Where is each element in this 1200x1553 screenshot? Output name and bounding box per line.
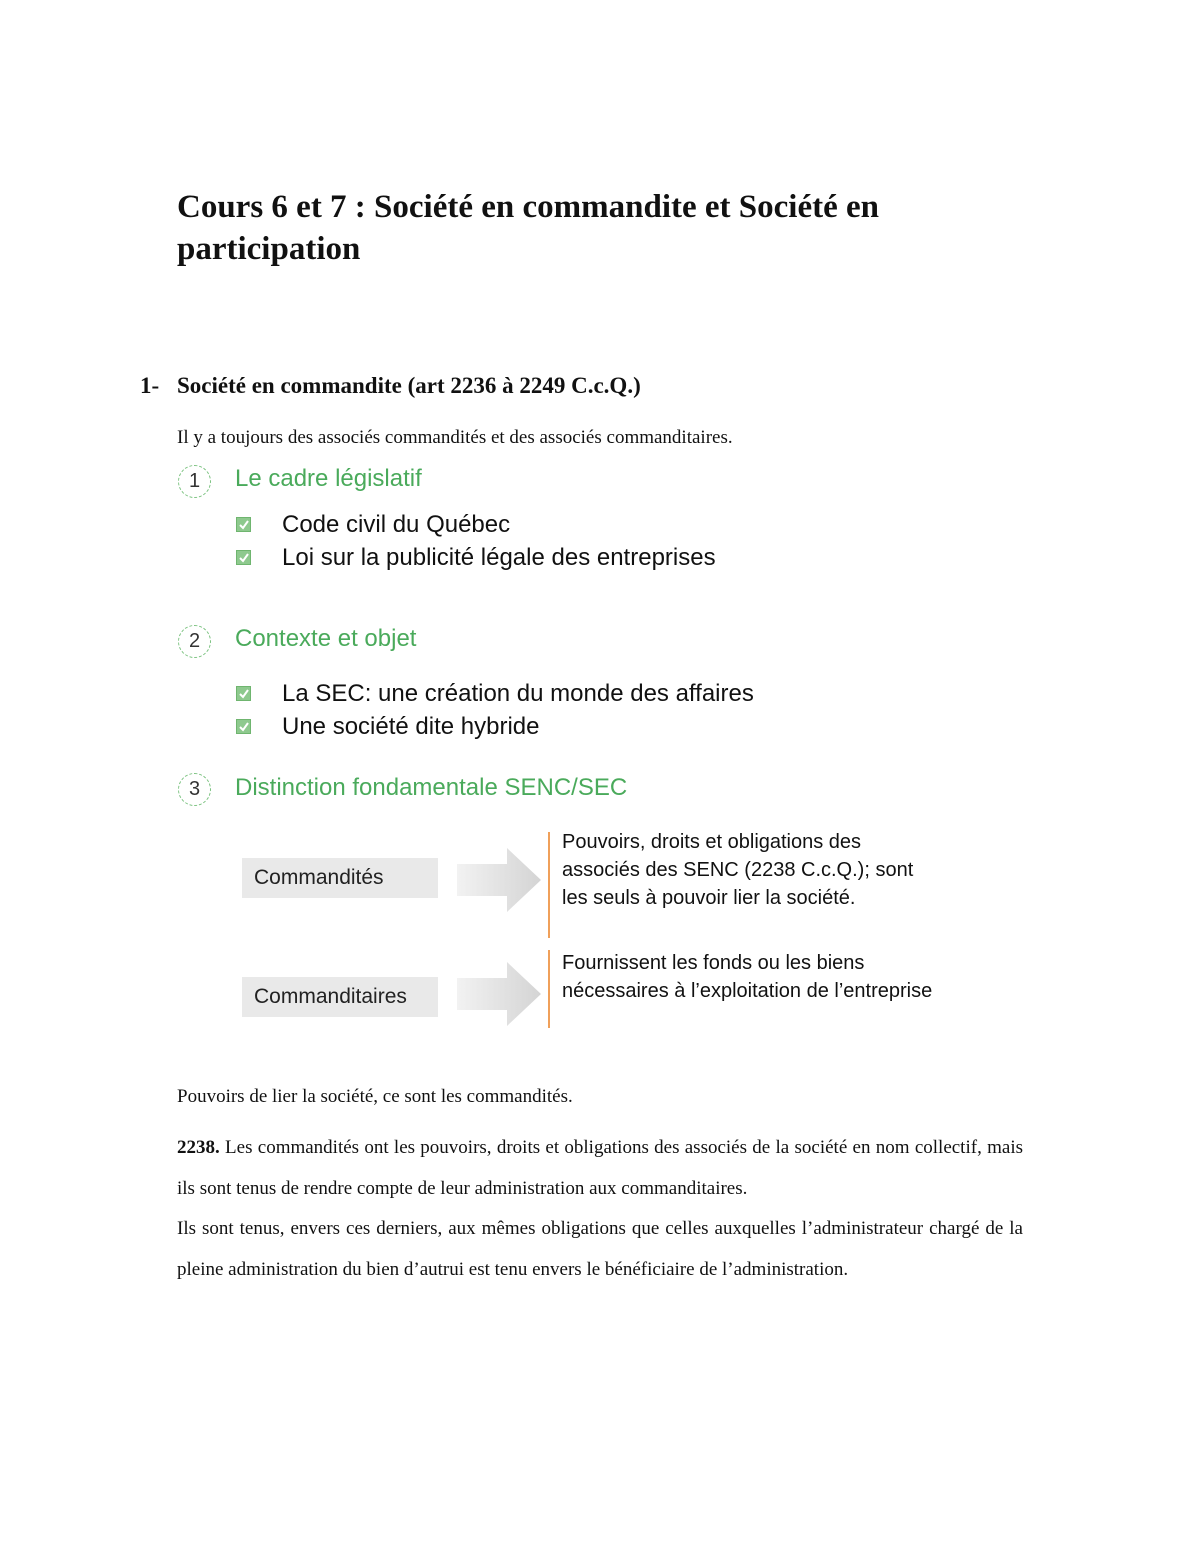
step-1-item-1-text: Code civil du Québec	[282, 511, 511, 538]
step-2-title: Contexte et objet	[235, 625, 417, 652]
step-3-number-circle: 3	[178, 773, 211, 806]
section-number: 1-	[140, 373, 160, 398]
orange-divider	[548, 832, 550, 938]
article-text-1: Les commandités ont les pouvoirs, droits et obligations des associés de la société en nom collectif, mais ils sont tenus de rendre compte de leur administration aux commanditaires.	[177, 1137, 1023, 1199]
step-2-item-2-text: Une société dite hybride	[282, 713, 540, 740]
article-paragraph-2: Ils sont tenus, envers ces derniers, aux mêmes obligations que celles auxquelles l’administrateur chargé de la pleine administration du bien d’autrui est tenu envers le bénéficiaire de l’administration.	[177, 1218, 1023, 1280]
step-2-item-1-text: La SEC: une création du monde des affaires	[282, 680, 754, 707]
article-paragraph-1	[177, 1128, 1023, 1209]
section-title: Société en commandite (art 2236 à 2249 C.c.Q.)	[177, 373, 641, 398]
arrow-right-icon	[457, 846, 543, 914]
role-description-commandites: Pouvoirs, droits et obligations des associés des SENC (2238 C.c.Q.); sont les seuls à pouvoir lier la société.	[562, 831, 914, 909]
role-label-commandites: Commandités	[242, 858, 438, 898]
orange-divider	[548, 950, 550, 1028]
checkbox-checked-icon	[236, 517, 251, 532]
intro-paragraph: Il y a toujours des associés commandités et des associés commanditaires.	[177, 427, 733, 448]
page-title: Cours 6 et 7 : Société en commandite et Société en participation	[177, 189, 879, 267]
step-1-item-2-text: Loi sur la publicité légale des entreprises	[282, 544, 716, 571]
step-1-number-circle: 1	[178, 465, 211, 498]
arrow-right-icon	[457, 960, 543, 1028]
step-2-number-circle: 2	[178, 625, 211, 658]
step-1-title: Le cadre législatif	[235, 465, 422, 492]
checkbox-checked-icon	[236, 719, 251, 734]
article-number: 2238.	[177, 1137, 220, 1158]
role-label-commanditaires: Commanditaires	[242, 977, 438, 1017]
checkbox-checked-icon	[236, 550, 251, 565]
role-description-commanditaires: Fournissent les fonds ou les biens nécessaires à l’exploitation de l’entreprise	[562, 952, 933, 1002]
section-heading	[140, 368, 641, 404]
article-2238	[177, 1128, 1023, 1290]
body-paragraph: Pouvoirs de lier la société, ce sont les commandités.	[177, 1086, 573, 1107]
step-3-title: Distinction fondamentale SENC/SEC	[235, 774, 628, 801]
checkbox-checked-icon	[236, 686, 251, 701]
